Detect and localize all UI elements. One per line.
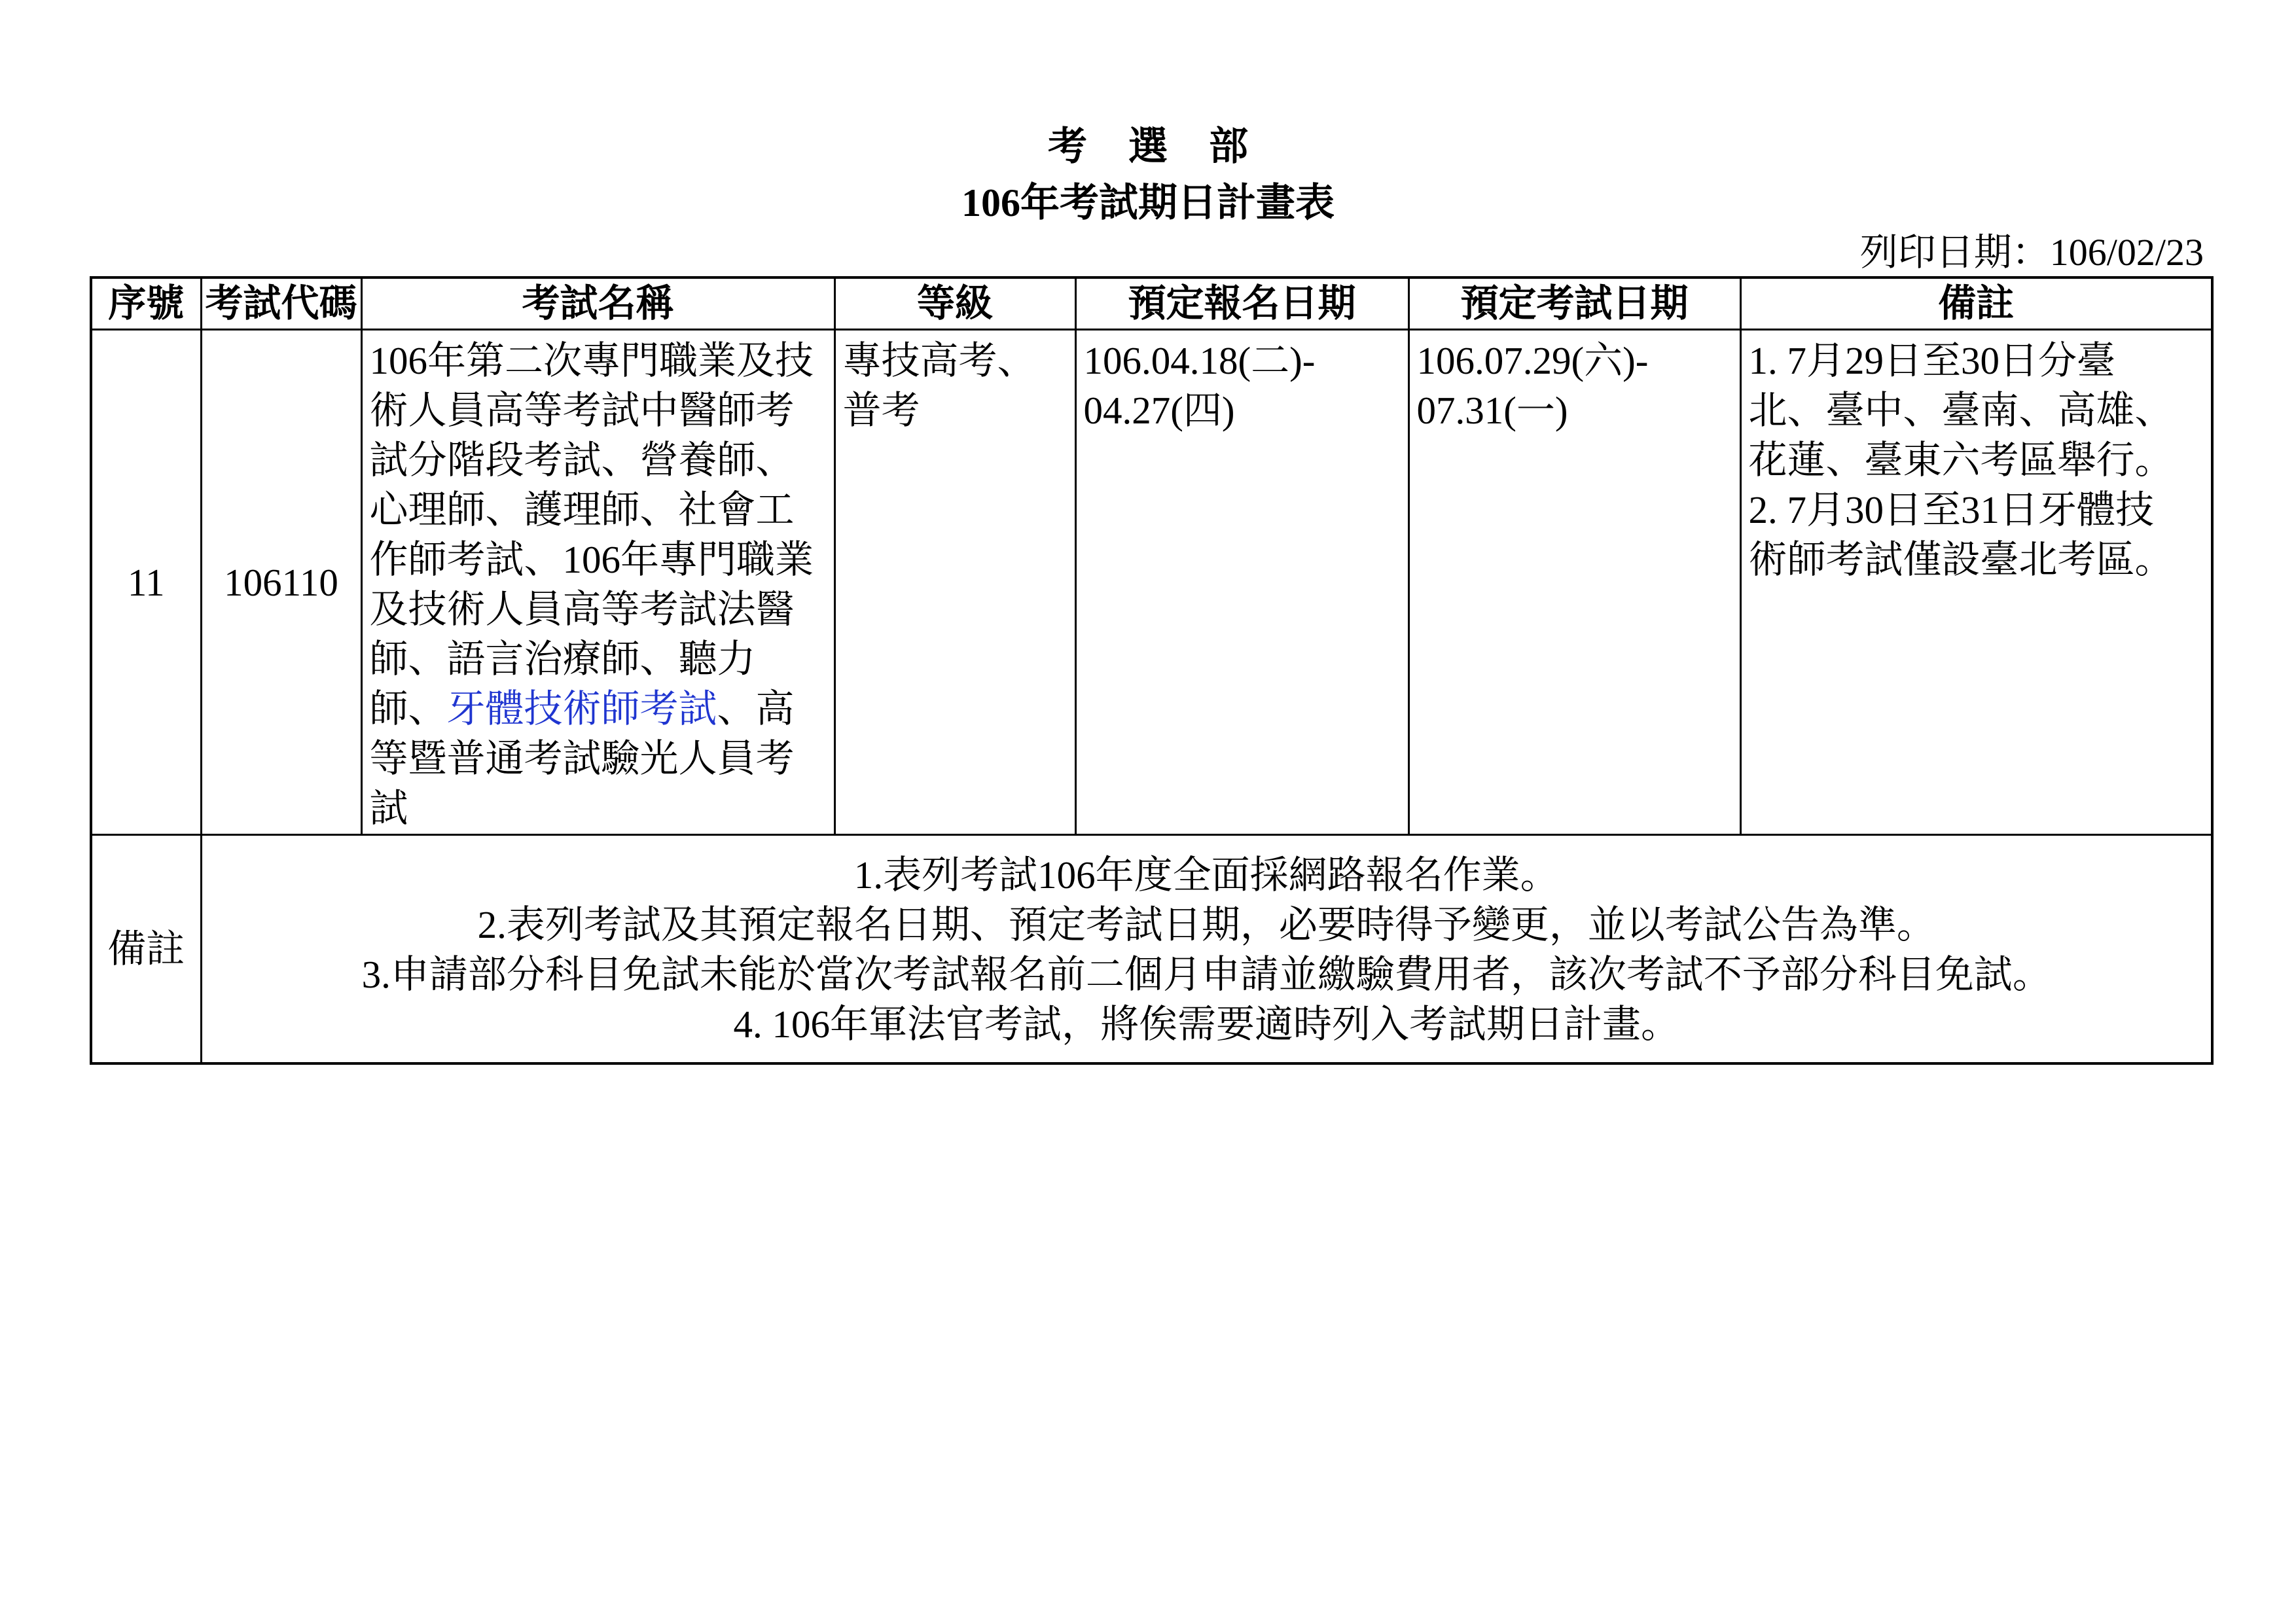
exam-name-text [370,336,823,833]
table-header-row [91,277,2212,330]
exam-date-end: 07.31(一) [1416,389,1568,432]
cell-level [834,330,1075,835]
col-header-exam-date: 預定考試日期 [1408,277,1740,330]
cell-serial: 11 [91,330,201,835]
exam-name-part: 、高等暨普通考試驗光人員考試 [369,687,795,830]
note-item: 3.申請部分科目免試未能於當次考試報名前二個月申請並繳驗費用者，該次考試不予部分科目免試。 [361,953,2051,996]
cell-exam-date [1408,330,1740,835]
note-item: 4. 106年軍法官考試，將俟需要適時列入考試期日計畫。 [733,1003,1679,1046]
notes-row [91,835,2212,1064]
note-item: 1.表列考試106年度全面採網路報名作業。 [853,853,1559,897]
col-header-registration-date: 預定報名日期 [1075,277,1408,330]
print-date: 列印日期：106/02/23 [1859,231,2204,274]
cell-exam-code: 106110 [201,330,361,835]
cell-remarks [1740,330,2212,835]
notes-label: 備註 [91,835,201,1064]
notes-cell [201,835,2212,1064]
cell-registration-date [1075,330,1408,835]
plan-title: 106年考試期日計畫表 [961,181,1335,224]
col-header-exam-name: 考試名稱 [361,277,834,330]
level-text: 專技高考、普考 [842,339,1036,432]
exam-date-start: 106.07.29(六)- [1416,339,1649,382]
registration-date-start: 106.04.18(二)- [1083,339,1316,382]
exam-name-part: 106年第二次專門職業及技術人員高等考試中醫師考試分階段考試、營養師、心理師、護理師、社會工作師考試、106年專門職業及技術人員高等考試法醫師、語言治療師、聽力師、 [369,339,814,730]
registration-date-end: 04.27(四) [1083,389,1235,432]
ministry-name: 考 選 部 [1048,125,1248,168]
remark-item: 1. 7月29日至30日分臺北、臺中、臺南、高雄、花蓮、臺東六考區舉行。 [1748,339,2174,482]
remark-item: 2. 7月30日至31日牙體技術師考試僅設臺北考區。 [1748,488,2174,581]
exam-name-highlight: 牙體技術師考試 [446,687,717,730]
col-header-remarks: 備註 [1740,277,2212,330]
col-header-exam-code: 考試代碼 [201,277,361,330]
col-header-level: 等級 [834,277,1075,330]
exam-schedule-table [90,276,2214,1065]
table-row [91,330,2212,835]
note-item: 2.表列考試及其預定報名日期、預定考試日期，必要時得予變更，並以考試公告為準。 [477,903,1935,946]
cell-exam-name [361,330,834,835]
col-header-serial: 序號 [91,277,201,330]
